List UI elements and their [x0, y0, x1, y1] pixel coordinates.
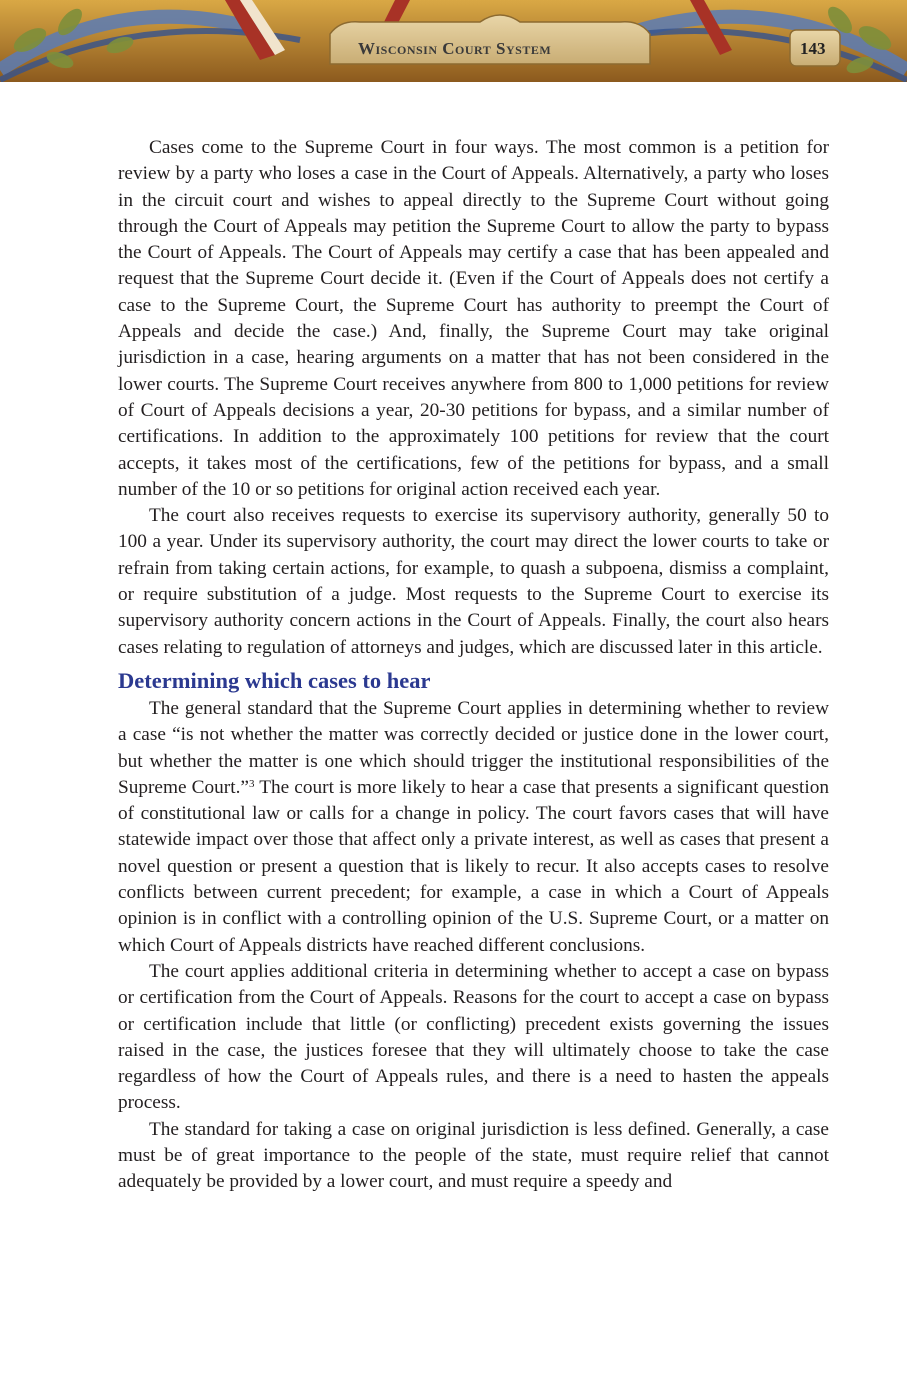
paragraph-text: The general standard that the Supreme Court applies in determining whether to review a case “is not whether the matter was correctly decided or justice done in the lower court, but whether the matter is one which should trigger the institutional responsibilities of the Supreme Court.”: [118, 697, 829, 798]
section-heading: Determining which cases to hear: [118, 667, 431, 693]
paragraph: The court applies additional criteria in determining whether to accept a case on bypass or certification from the Court of Appeals. Reasons for the court to accept a case on bypass or certification include that little (or conflicting) precedent exists governing the issues raised in the case, the justices foresee that they will ultimately choose to take the case regardless of how the Court of Appeals rules, and there is a need to hasten the appeals process.: [118, 960, 829, 1114]
footnote-reference[interactable]: 3: [248, 777, 255, 790]
paragraph: Cases come to the Supreme Court in four ways. The most common is a petition for review by a party who loses a case in the Court of Appeals. Alternatively, a party who loses in the circuit court and wishes to appeal directly to the Supreme Court without going through the Court of Appeals may petition the Supreme Court to allow the party to bypass the Court of Appeals. The Court of Appeals may certify a case that has been appealed and request that the Supreme Court decide it. (Even if the Court of Appeals does not certify a case to the Supreme Court, the Supreme Court has authority to preempt the Court of Appeals and decide the case.) And, finally, the Supreme Court may take original jurisdiction in a case, hearing arguments on a matter that has not been considered in the lower courts. The Supreme Court receives anywhere from 800 to 1,000 petitions for review of Court of Appeals decisions a year, 20-30 petitions for bypass, and a similar number of certifications. In addition to the approximately 100 petitions for review that the court accepts, it takes most of the certifications, few of the petitions for bypass, and a small number of the 10 or so petitions for original action received each year.: [118, 137, 829, 500]
paragraph: The standard for taking a case on original jurisdiction is less defined. Generally, a case must be of great importance to the people of the state, must require relief that cannot adequately be provided by a lower court, and must require a speedy and: [118, 1118, 829, 1193]
article-body: [118, 135, 829, 1196]
paragraph: [118, 696, 829, 959]
header-banner: [0, 0, 907, 82]
paragraph-text: The court is more likely to hear a case that presents a significant question of constitutional law or calls for a change in policy. The court favors cases that will have statewide impact over those that affect only a private interest, as well as cases that present a novel question or present a question that is likely to recur. It also accepts cases to resolve conflicts between current precedent; for example, a case in which a Court of Appeals opinion is in conflict with a controlling opinion of the U.S. Supreme Court, or a matter on which Court of Appeals districts have reached different conclusions.: [118, 776, 829, 956]
page-number: 143: [800, 39, 826, 58]
running-header-title: Wisconsin Court System: [358, 39, 552, 58]
paragraph: The court also receives requests to exercise its supervisory authority, generally 50 to 100 a year. Under its supervisory authority, the court may direct the lower courts to take or refrain from taking certain actions, for example, to quash a subpoena, dismiss a complaint, or require substitution of a judge. Most requests to the Supreme Court to exercise its supervisory authority concern actions in the Court of Appeals. Finally, the court also hears cases relating to regulation of attorneys and judges, which are discussed later in this article.: [118, 505, 829, 658]
